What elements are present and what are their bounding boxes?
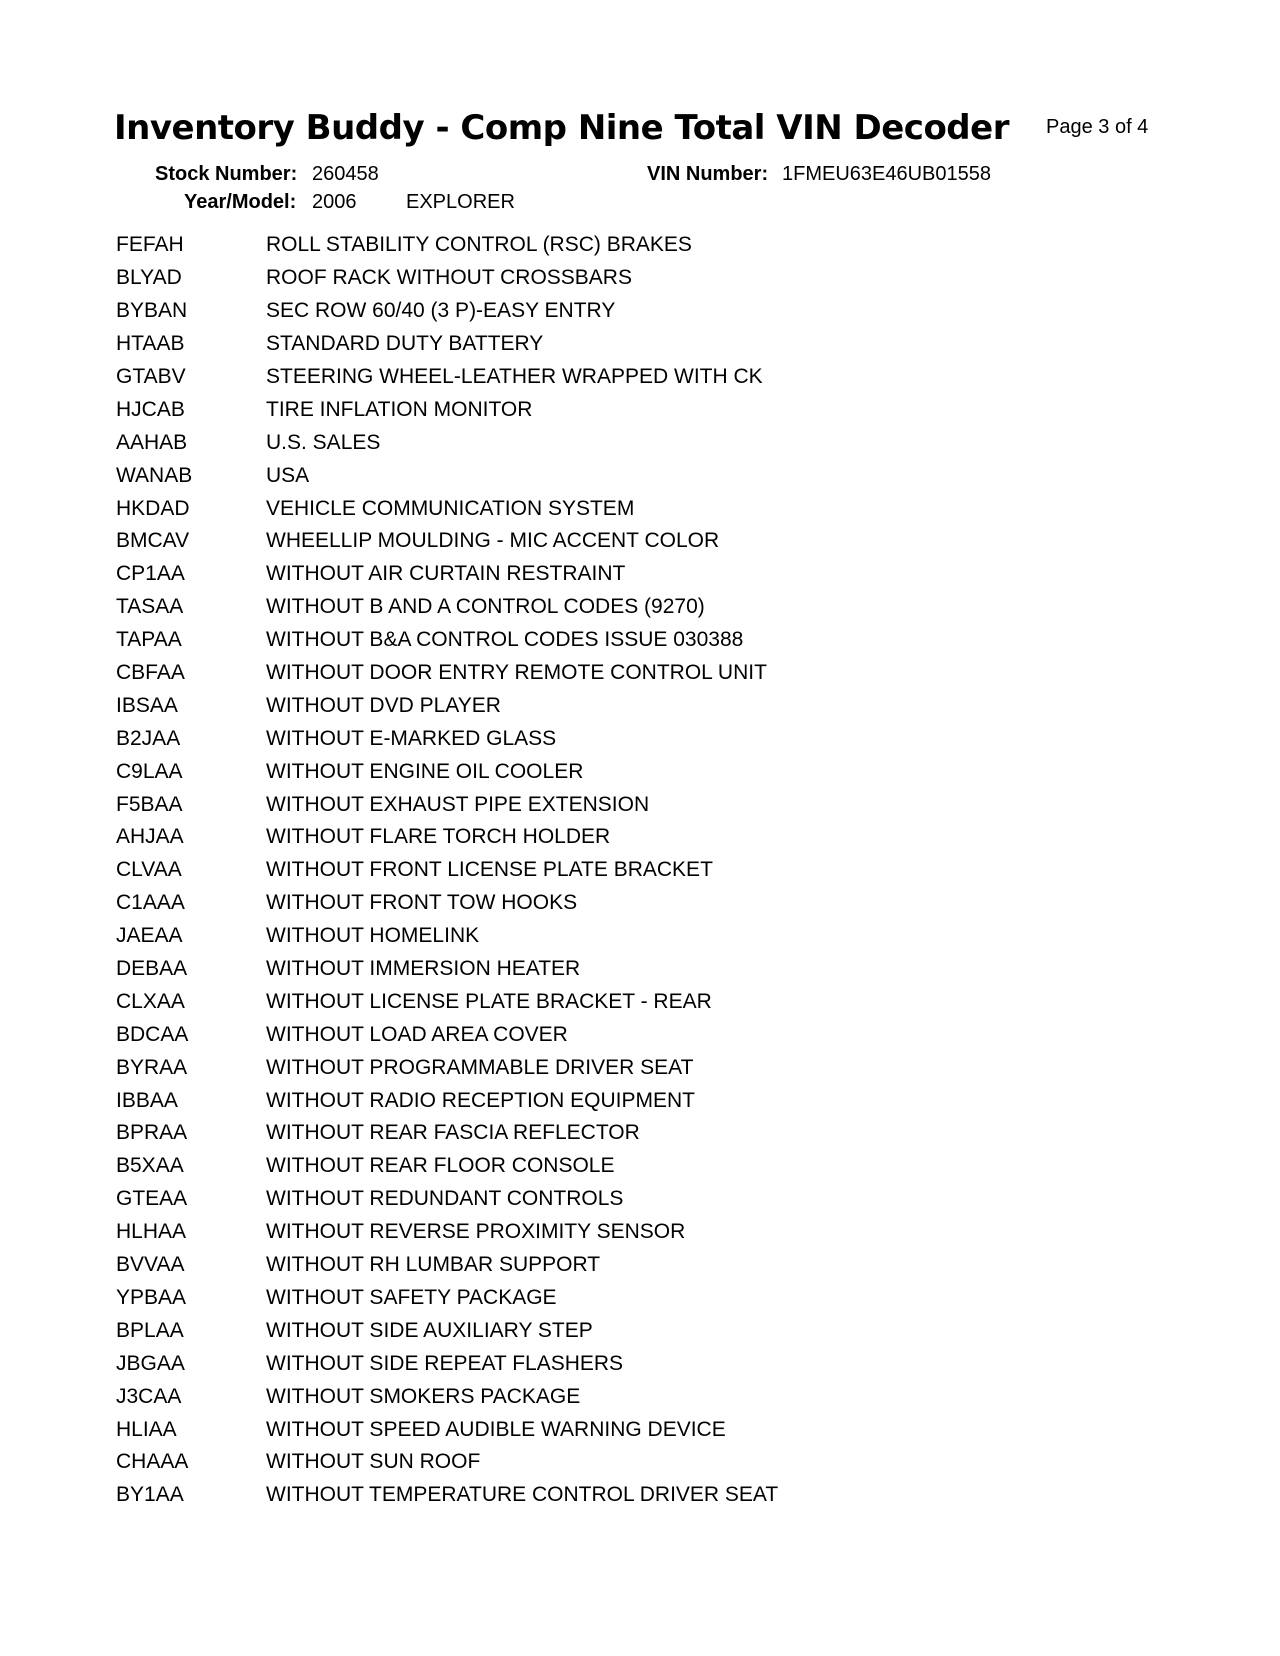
option-code: HJCAB bbox=[116, 397, 185, 421]
option-description: WHEELLIP MOULDING - MIC ACCENT COLOR bbox=[266, 529, 720, 553]
option-description: USA bbox=[266, 463, 310, 487]
option-description: WITHOUT SAFETY PACKAGE bbox=[266, 1285, 557, 1309]
option-row bbox=[116, 920, 778, 953]
year-model-label: Year/Model: bbox=[184, 191, 297, 213]
option-code: BYBAN bbox=[116, 299, 188, 323]
document-title: Inventory Buddy - Comp Nine Total VIN Decoder bbox=[114, 108, 1009, 148]
option-row bbox=[116, 1380, 778, 1413]
option-description: WITHOUT ENGINE OIL COOLER bbox=[266, 759, 584, 783]
option-description: WITHOUT FRONT LICENSE PLATE BRACKET bbox=[266, 858, 713, 882]
vin-number-label: VIN Number: bbox=[647, 163, 769, 185]
option-row bbox=[116, 1479, 778, 1512]
option-row bbox=[116, 492, 778, 525]
option-description: WITHOUT HOMELINK bbox=[266, 924, 480, 948]
option-row bbox=[116, 985, 778, 1018]
option-row bbox=[116, 1446, 778, 1479]
option-row bbox=[116, 953, 778, 986]
option-description: STANDARD DUTY BATTERY bbox=[266, 332, 544, 356]
option-description: WITHOUT SIDE AUXILIARY STEP bbox=[266, 1318, 593, 1342]
option-row bbox=[116, 361, 778, 394]
option-code: BDCAA bbox=[116, 1022, 189, 1046]
option-row bbox=[116, 1018, 778, 1051]
option-description: WITHOUT REDUNDANT CONTROLS bbox=[266, 1187, 624, 1211]
option-description: WITHOUT DOOR ENTRY REMOTE CONTROL UNIT bbox=[266, 661, 767, 685]
option-code: BY1AA bbox=[116, 1483, 184, 1507]
option-code: J3CAA bbox=[116, 1384, 182, 1408]
option-code: HLIAA bbox=[116, 1417, 177, 1441]
option-description: WITHOUT DVD PLAYER bbox=[266, 693, 501, 717]
option-row bbox=[116, 262, 778, 295]
option-description: WITHOUT SUN ROOF bbox=[266, 1450, 481, 1474]
option-row bbox=[116, 1314, 778, 1347]
option-code: BVVAA bbox=[116, 1253, 185, 1277]
option-row bbox=[116, 1051, 778, 1084]
option-code: IBBAA bbox=[116, 1088, 178, 1112]
option-code: CLXAA bbox=[116, 989, 185, 1013]
option-description: VEHICLE COMMUNICATION SYSTEM bbox=[266, 496, 635, 520]
option-description: WITHOUT SIDE REPEAT FLASHERS bbox=[266, 1351, 624, 1375]
option-code: FEFAH bbox=[116, 233, 184, 257]
option-row bbox=[116, 657, 778, 690]
option-description: WITHOUT B AND A CONTROL CODES (9270) bbox=[266, 595, 705, 619]
option-row bbox=[116, 1183, 778, 1216]
vin-number-value: 1FMEU63E46UB01558 bbox=[782, 163, 992, 185]
option-code: B2JAA bbox=[116, 726, 181, 750]
option-description: WITHOUT LOAD AREA COVER bbox=[266, 1022, 568, 1046]
option-code: CLVAA bbox=[116, 858, 182, 882]
option-row bbox=[116, 887, 778, 920]
option-description: WITHOUT SPEED AUDIBLE WARNING DEVICE bbox=[266, 1417, 726, 1441]
option-code: AAHAB bbox=[116, 430, 188, 454]
option-description: WITHOUT SMOKERS PACKAGE bbox=[266, 1384, 581, 1408]
option-row bbox=[116, 788, 778, 821]
option-row bbox=[116, 328, 778, 361]
option-description: WITHOUT FRONT TOW HOOKS bbox=[266, 891, 578, 915]
option-description: WITHOUT RH LUMBAR SUPPORT bbox=[266, 1253, 601, 1277]
option-code: B5XAA bbox=[116, 1154, 184, 1178]
option-code: BLYAD bbox=[116, 266, 182, 290]
option-description: STEERING WHEEL-LEATHER WRAPPED WITH CK bbox=[266, 365, 763, 388]
option-code: HTAAB bbox=[116, 332, 185, 356]
option-row bbox=[116, 821, 778, 854]
option-code: C1AAA bbox=[116, 891, 185, 915]
option-row bbox=[116, 1249, 778, 1282]
option-description: ROLL STABILITY CONTROL (RSC) BRAKES bbox=[266, 233, 692, 257]
option-row bbox=[116, 525, 778, 558]
option-code: F5BAA bbox=[116, 792, 183, 816]
option-description: WITHOUT LICENSE PLATE BRACKET - REAR bbox=[266, 989, 712, 1013]
year-value: 2006 bbox=[312, 191, 357, 213]
option-row bbox=[116, 1282, 778, 1315]
option-code: GTEAA bbox=[116, 1187, 188, 1211]
option-row bbox=[116, 591, 778, 624]
option-description: WITHOUT B&A CONTROL CODES ISSUE 030388 bbox=[266, 628, 744, 652]
stock-number-value: 260458 bbox=[312, 163, 379, 185]
option-code: BYRAA bbox=[116, 1055, 188, 1079]
option-description: WITHOUT FLARE TORCH HOLDER bbox=[266, 825, 611, 849]
option-row bbox=[116, 854, 778, 887]
page-number: Page 3 of 4 bbox=[1046, 116, 1149, 138]
option-row bbox=[116, 689, 778, 722]
option-description: WITHOUT AIR CURTAIN RESTRAINT bbox=[266, 562, 626, 586]
option-row bbox=[116, 1347, 778, 1380]
option-description: WITHOUT E-MARKED GLASS bbox=[266, 726, 557, 750]
option-description: WITHOUT REAR FLOOR CONSOLE bbox=[266, 1154, 615, 1178]
option-description: ROOF RACK WITHOUT CROSSBARS bbox=[266, 266, 632, 290]
option-code: IBSAA bbox=[116, 693, 178, 717]
option-row bbox=[116, 1216, 778, 1249]
option-row bbox=[116, 295, 778, 328]
option-code: TAPAA bbox=[116, 628, 182, 652]
option-row bbox=[116, 1117, 778, 1150]
option-code: HKDAD bbox=[116, 496, 190, 520]
option-code: CHAAA bbox=[116, 1450, 189, 1474]
option-code: WANAB bbox=[116, 463, 193, 487]
option-code: CP1AA bbox=[116, 562, 185, 586]
model-value: EXPLORER bbox=[406, 191, 515, 213]
option-row bbox=[116, 426, 778, 459]
option-row bbox=[116, 558, 778, 591]
option-code: TASAA bbox=[116, 595, 184, 619]
option-code: AHJAA bbox=[116, 825, 184, 849]
option-row bbox=[116, 1413, 778, 1446]
option-description: WITHOUT RADIO RECEPTION EQUIPMENT bbox=[266, 1088, 695, 1112]
option-row bbox=[116, 459, 778, 492]
option-description: WITHOUT TEMPERATURE CONTROL DRIVER SEAT bbox=[266, 1483, 779, 1507]
option-code: CBFAA bbox=[116, 661, 185, 685]
option-description: WITHOUT REVERSE PROXIMITY SENSOR bbox=[266, 1220, 686, 1244]
option-row bbox=[116, 229, 778, 262]
stock-number-label: Stock Number: bbox=[155, 163, 298, 185]
option-code: BPLAA bbox=[116, 1318, 184, 1342]
option-row bbox=[116, 1150, 778, 1183]
option-description: WITHOUT IMMERSION HEATER bbox=[266, 957, 581, 981]
option-row bbox=[116, 755, 778, 788]
option-code: C9LAA bbox=[116, 759, 183, 783]
option-row bbox=[116, 624, 778, 657]
option-code: HLHAA bbox=[116, 1220, 187, 1244]
option-description: WITHOUT EXHAUST PIPE EXTENSION bbox=[266, 792, 650, 816]
option-code-list bbox=[116, 229, 778, 1512]
option-description: WITHOUT PROGRAMMABLE DRIVER SEAT bbox=[266, 1055, 694, 1079]
option-code: YPBAA bbox=[116, 1285, 187, 1309]
option-description: U.S. SALES bbox=[266, 430, 381, 454]
option-row bbox=[116, 722, 778, 755]
option-row bbox=[116, 393, 778, 426]
option-description: TIRE INFLATION MONITOR bbox=[266, 397, 533, 421]
option-row bbox=[116, 1084, 778, 1117]
option-code: GTABV bbox=[116, 365, 186, 388]
option-code: JBGAA bbox=[116, 1351, 185, 1375]
option-description: WITHOUT REAR FASCIA REFLECTOR bbox=[266, 1121, 640, 1145]
option-code: JAEAA bbox=[116, 924, 183, 948]
option-code: BMCAV bbox=[116, 529, 190, 553]
option-code: DEBAA bbox=[116, 957, 188, 981]
option-description: SEC ROW 60/40 (3 P)-EASY ENTRY bbox=[266, 299, 616, 323]
option-code: BPRAA bbox=[116, 1121, 188, 1145]
